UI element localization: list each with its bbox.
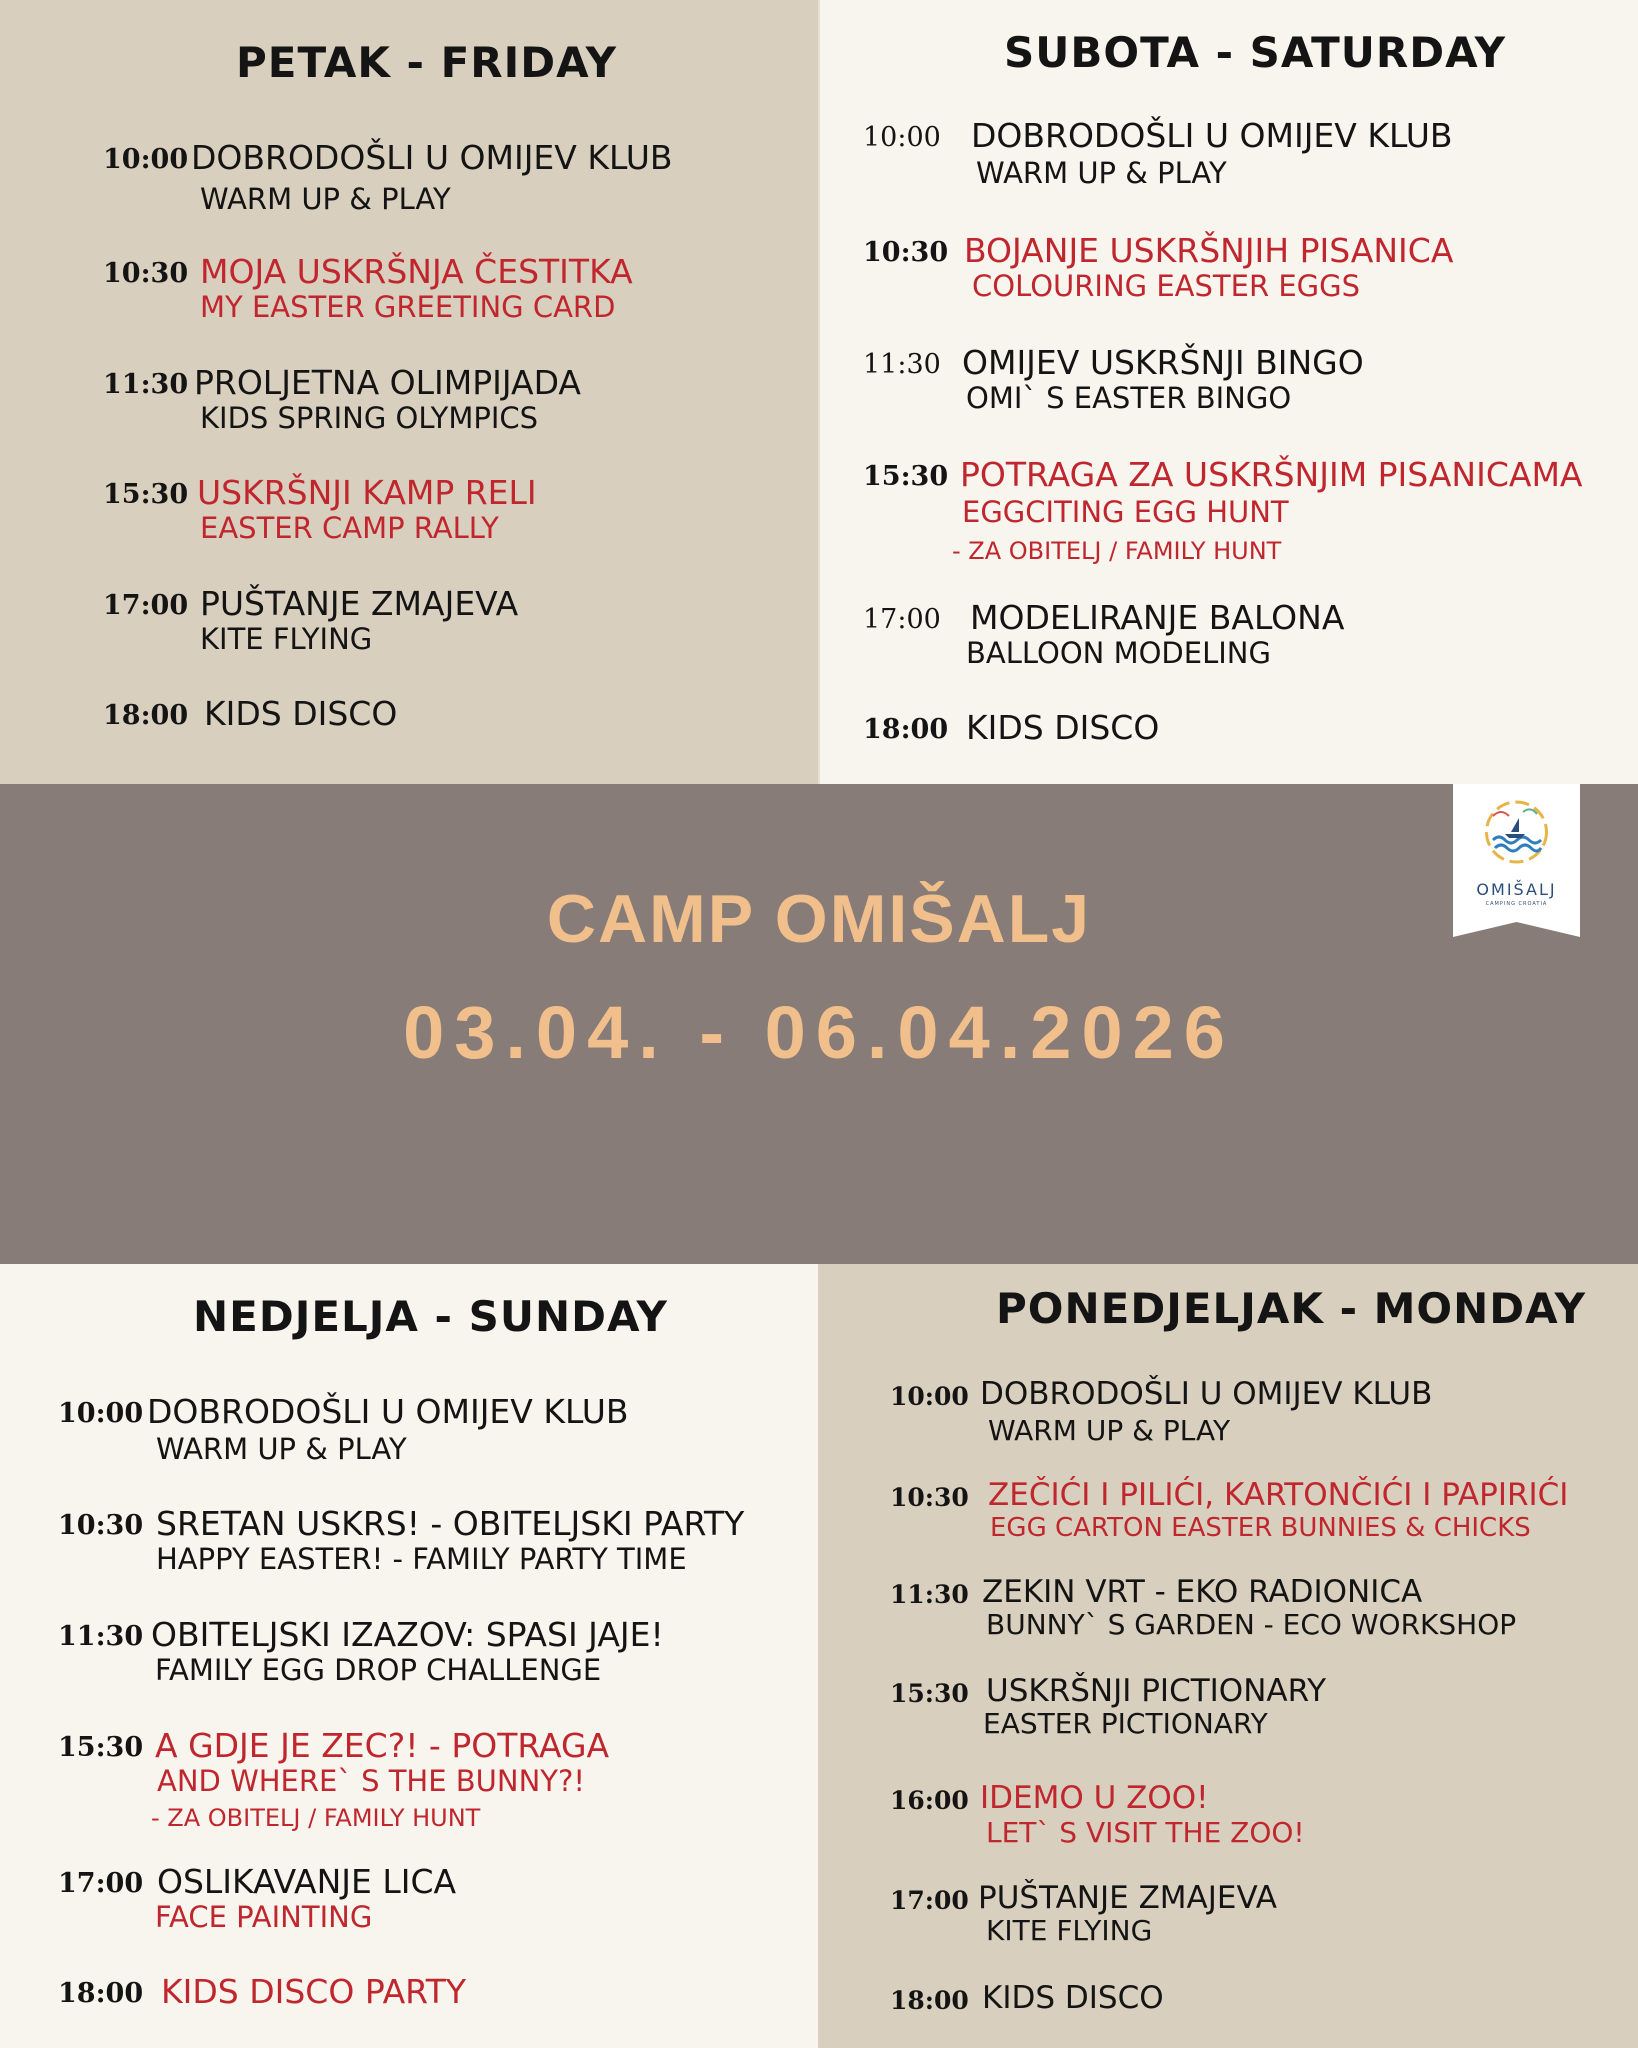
schedule-time: 15:30: [863, 461, 949, 492]
logo-tagline: CAMPING CROATIA: [1485, 901, 1548, 907]
activity-title: POTRAGA ZA USKRŠNJIM PISANICAMA: [960, 455, 1583, 494]
schedule-time: 15:30: [58, 1732, 144, 1763]
activity-subtitle: EGGCITING EGG HUNT: [962, 495, 1289, 529]
activity-title: PUŠTANJE ZMAJEVA: [978, 1880, 1277, 1916]
activity-subtitle: BALLOON MODELING: [966, 636, 1271, 670]
schedule-time: 11:30: [58, 1621, 144, 1652]
monday-title: PONEDJELJAK - MONDAY: [996, 1284, 1587, 1333]
activity-subtitle: KITE FLYING: [986, 1914, 1153, 1947]
schedule-time: 18:00: [890, 1986, 969, 2015]
activity-title: OMIJEV USKRŠNJI BINGO: [962, 343, 1364, 382]
activity-subtitle: FAMILY EGG DROP CHALLENGE: [155, 1653, 602, 1687]
logo-name: OMIŠALJ: [1476, 880, 1557, 899]
activity-title: USKRŠNJI KAMP RELI: [197, 473, 537, 512]
activity-subtitle: COLOURING EASTER EGGS: [972, 269, 1360, 303]
activity-subtitle: WARM UP & PLAY: [200, 182, 451, 216]
logo-badge-icon: [1453, 784, 1580, 937]
camp-title: CAMP OMIŠALJ: [546, 881, 1092, 957]
schedule-time: 10:30: [890, 1483, 969, 1512]
schedule-time: 18:00: [863, 714, 949, 745]
activity-title: KIDS DISCO: [966, 708, 1160, 747]
activity-note: - ZA OBITELJ / FAMILY HUNT: [952, 537, 1282, 565]
activity-title: OBITELJSKI IZAZOV: SPASI JAJE!: [151, 1615, 664, 1654]
sunday-title: NEDJELJA - SUNDAY: [193, 1292, 668, 1341]
schedule-time: 17:00: [103, 590, 189, 621]
activity-title: DOBRODOŠLI U OMIJEV KLUB: [971, 116, 1453, 155]
activity-subtitle: FACE PAINTING: [155, 1900, 373, 1934]
activity-title: USKRŠNJI PICTIONARY: [986, 1673, 1327, 1709]
schedule-time: 15:30: [890, 1679, 969, 1708]
activity-title: MOJA USKRŠNJA ČESTITKA: [200, 252, 633, 291]
activity-note: - ZA OBITELJ / FAMILY HUNT: [151, 1804, 481, 1832]
schedule-time: 10:00: [863, 122, 941, 153]
activity-subtitle: EASTER CAMP RALLY: [200, 511, 499, 545]
schedule-time: 11:30: [103, 369, 189, 400]
activity-title: DOBRODOŠLI U OMIJEV KLUB: [147, 1392, 629, 1431]
activity-subtitle: WARM UP & PLAY: [988, 1414, 1231, 1447]
schedule-time: 16:00: [890, 1786, 969, 1815]
activity-title: OSLIKAVANJE LICA: [157, 1862, 457, 1901]
activity-subtitle: KITE FLYING: [200, 622, 373, 656]
activity-title: MODELIRANJE BALONA: [970, 598, 1345, 637]
schedule-time: 10:00: [890, 1382, 969, 1411]
activity-subtitle: HAPPY EASTER! - FAMILY PARTY TIME: [156, 1542, 687, 1576]
activity-title: PROLJETNA OLIMPIJADA: [194, 363, 582, 402]
activity-title: A GDJE JE ZEC?! - POTRAGA: [155, 1726, 610, 1765]
schedule-time: 17:00: [890, 1886, 969, 1915]
activity-subtitle: MY EASTER GREETING CARD: [200, 290, 616, 324]
activity-title: KIDS DISCO: [204, 694, 398, 733]
activity-title: KIDS DISCO PARTY: [161, 1972, 467, 2011]
friday-title: PETAK - FRIDAY: [236, 38, 618, 87]
activity-title: ZEČIĆI I PILIĆI, KARTONČIĆI I PAPIRIĆI: [988, 1477, 1569, 1513]
activity-title: SRETAN USKRS! - OBITELJSKI PARTY: [156, 1504, 745, 1543]
activity-title: DOBRODOŠLI U OMIJEV KLUB: [191, 138, 673, 177]
activity-subtitle: AND WHERE` S THE BUNNY?!: [157, 1764, 586, 1798]
schedule-time: 10:00: [58, 1398, 144, 1429]
activity-subtitle: BUNNY` S GARDEN - ECO WORKSHOP: [986, 1608, 1517, 1641]
activity-subtitle: EASTER PICTIONARY: [983, 1707, 1268, 1740]
camp-dates: 03.04. - 06.04.2026: [403, 991, 1235, 1074]
schedule-time: 11:30: [863, 349, 941, 380]
schedule-time: 10:00: [103, 144, 189, 175]
schedule-time: 18:00: [58, 1978, 144, 2009]
activity-subtitle: OMI` S EASTER BINGO: [966, 381, 1292, 415]
activity-title: KIDS DISCO: [982, 1980, 1164, 2016]
activity-subtitle: EGG CARTON EASTER BUNNIES & CHICKS: [990, 1513, 1531, 1543]
schedule-time: 17:00: [863, 604, 941, 635]
activity-subtitle: KIDS SPRING OLYMPICS: [200, 401, 539, 435]
activity-title: BOJANJE USKRŠNJIH PISANICA: [964, 231, 1454, 270]
omisalj-logo: [1453, 784, 1580, 937]
schedule-time: 18:00: [103, 700, 189, 731]
activity-title: PUŠTANJE ZMAJEVA: [200, 584, 519, 623]
schedule-time: 15:30: [103, 479, 189, 510]
activity-subtitle: WARM UP & PLAY: [976, 156, 1227, 190]
activity-subtitle: LET` S VISIT THE ZOO!: [986, 1816, 1305, 1849]
schedule-time: 10:30: [58, 1510, 144, 1541]
activity-title: DOBRODOŠLI U OMIJEV KLUB: [980, 1376, 1433, 1412]
schedule-time: 17:00: [58, 1868, 144, 1899]
activity-title: IDEMO U ZOO!: [980, 1780, 1209, 1816]
activity-title: ZEKIN VRT - EKO RADIONICA: [982, 1574, 1423, 1610]
saturday-title: SUBOTA - SATURDAY: [1004, 28, 1506, 77]
schedule-time: 10:30: [863, 237, 949, 268]
activity-subtitle: WARM UP & PLAY: [156, 1432, 407, 1466]
schedule-time: 11:30: [890, 1580, 969, 1609]
schedule-time: 10:30: [103, 258, 189, 289]
